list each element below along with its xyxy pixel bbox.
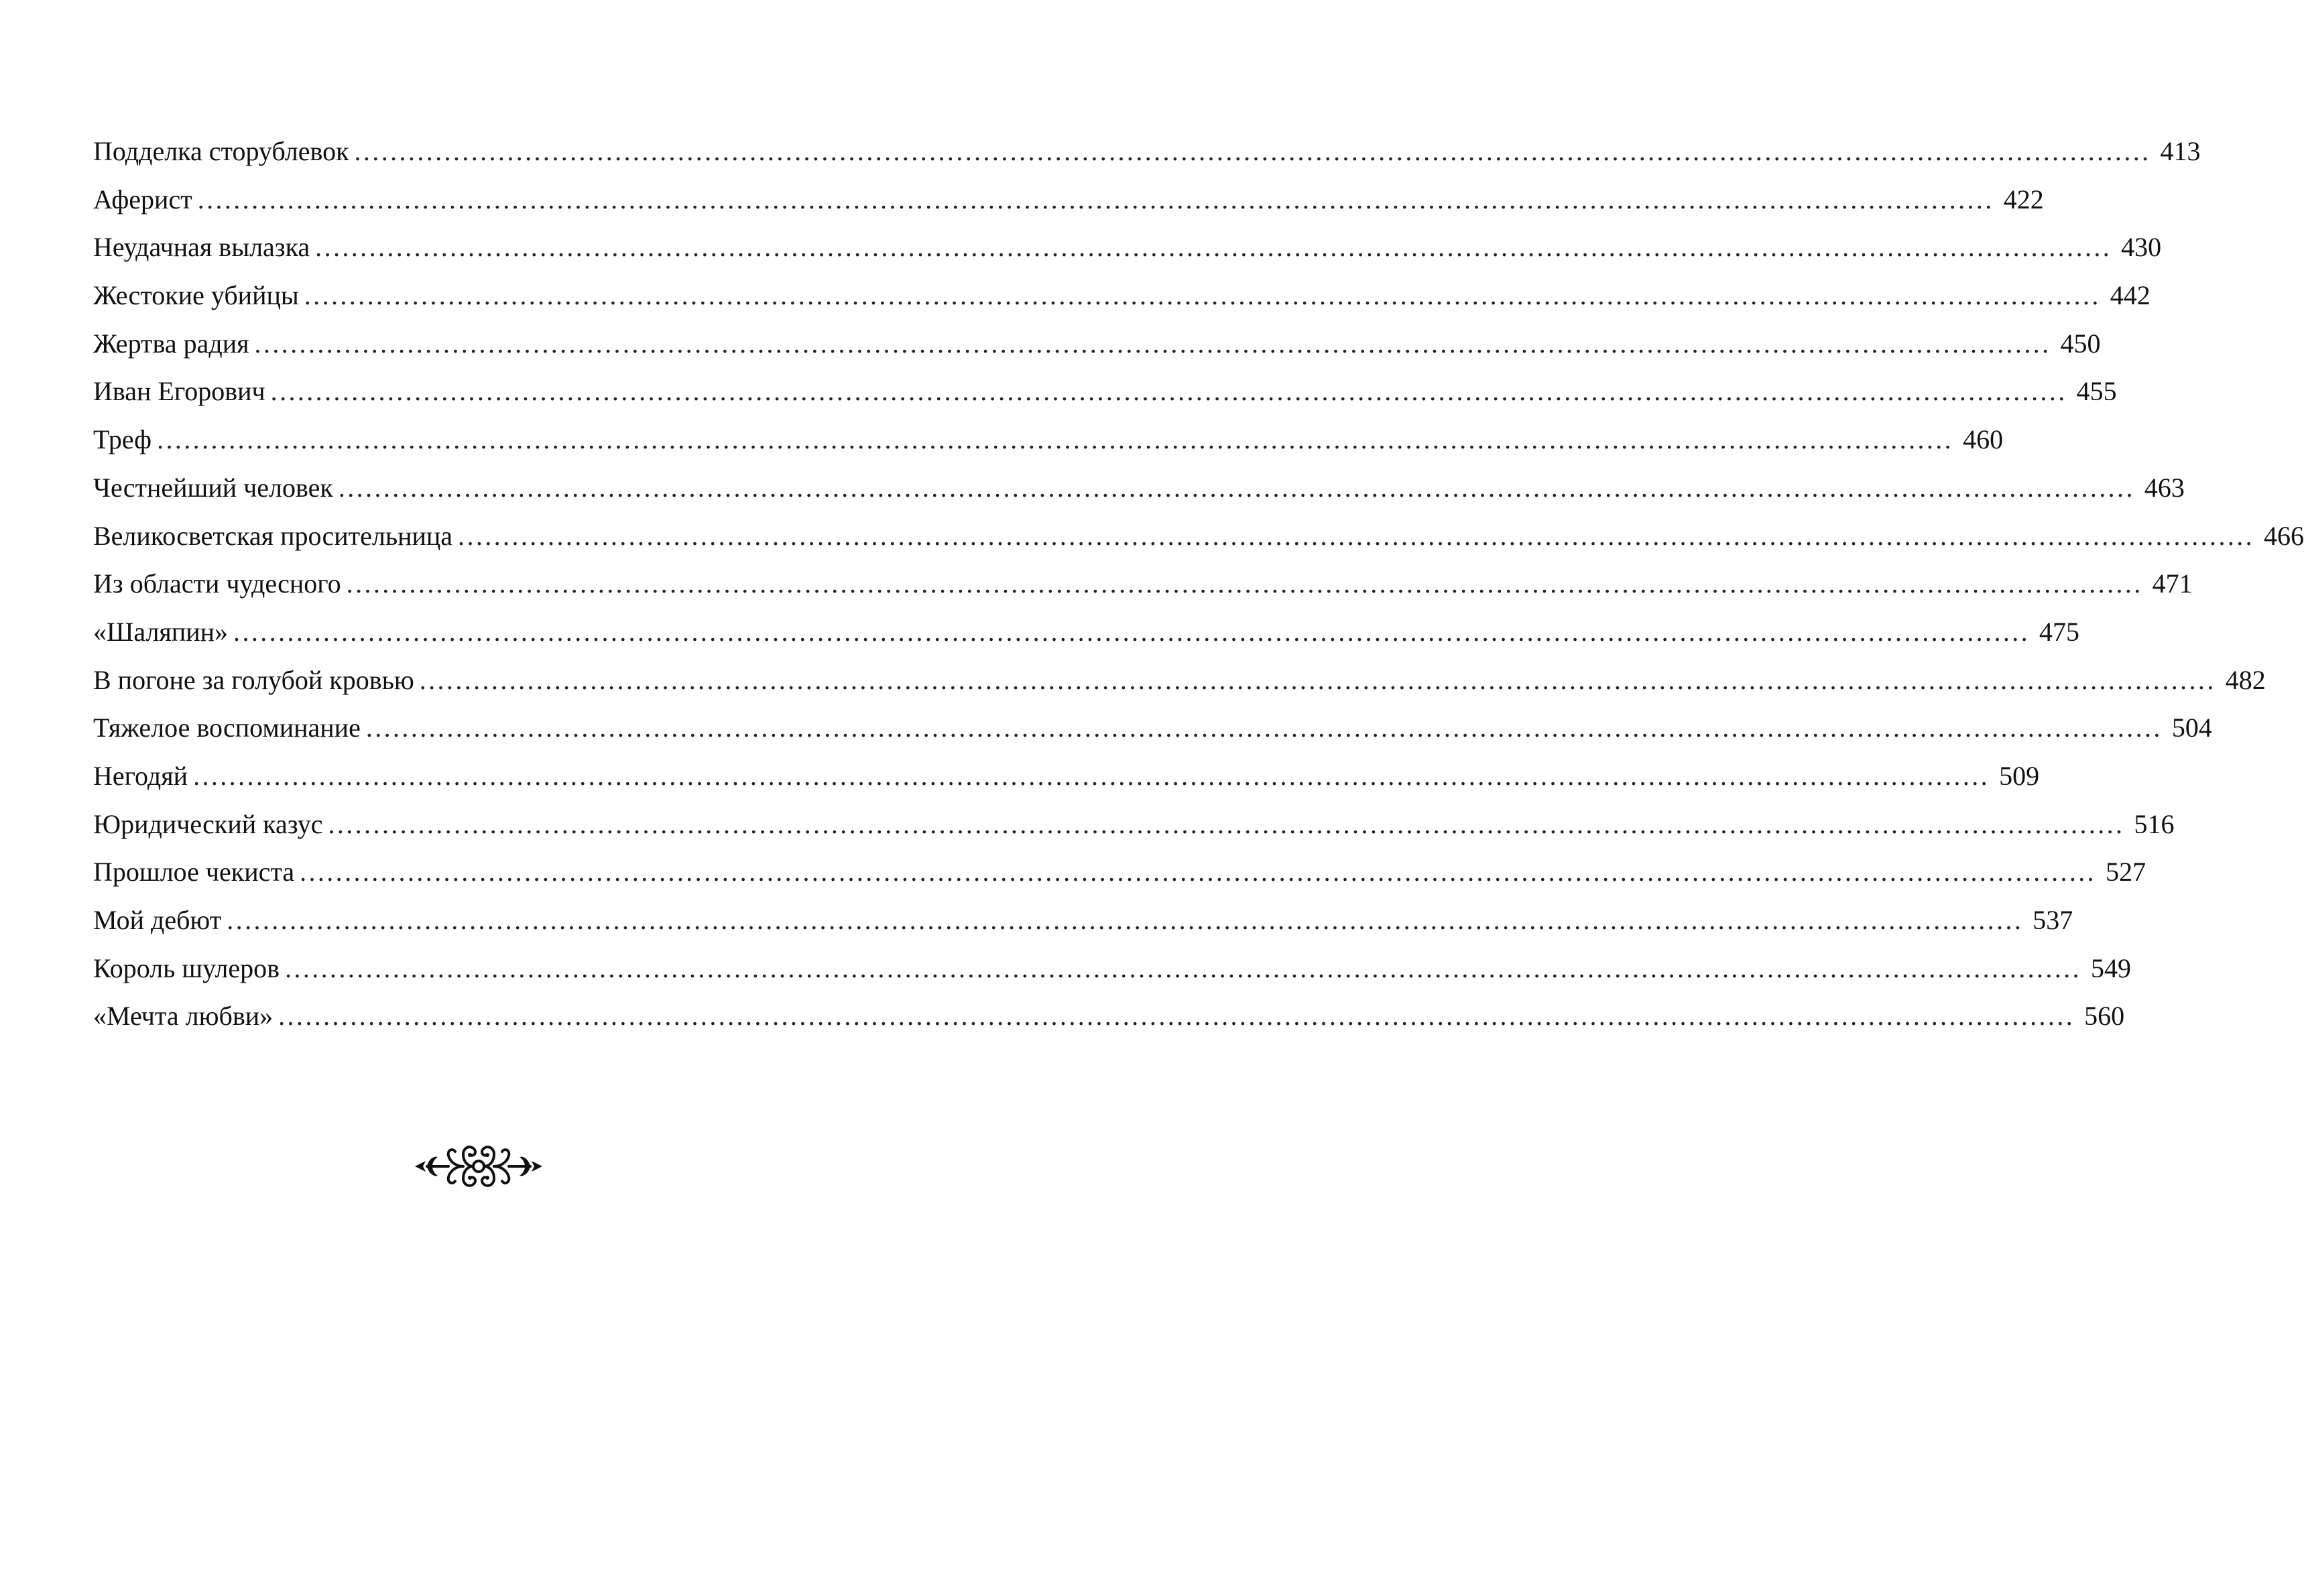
toc-entry bbox=[93, 512, 2304, 560]
toc-entry-title: Подделка сторублевок bbox=[93, 136, 349, 166]
toc-entry bbox=[93, 176, 2044, 224]
dot-leader: ........................................................................................................................................................................................................ bbox=[193, 760, 1990, 791]
toc-entry bbox=[93, 896, 2073, 944]
toc-entry-page: 422 bbox=[2003, 184, 2044, 214]
toc-entry bbox=[93, 848, 2146, 896]
toc-entry-title: Из области чудесного bbox=[93, 568, 341, 599]
dot-leader: ........................................................................................................................................................................................................ bbox=[278, 1001, 2075, 1032]
toc-entry-title: Жестокие убийцы bbox=[93, 280, 299, 311]
toc-entry bbox=[93, 944, 2132, 993]
dot-leader: ........................................................................................................................................................................................................ bbox=[419, 664, 2216, 695]
toc-entry-page: 413 bbox=[2160, 136, 2201, 166]
toc-entry-page: 471 bbox=[2152, 568, 2193, 599]
toc-entry bbox=[93, 127, 2201, 176]
dot-leader: ........................................................................................................................................................................................................ bbox=[328, 808, 2125, 839]
toc-entry-title: Тяжелое воспоминание bbox=[93, 713, 361, 743]
toc-entry-title: Неудачная вылазка bbox=[93, 232, 310, 263]
toc-entry-title: Треф bbox=[93, 424, 152, 455]
dot-leader: ........................................................................................................................................................................................................ bbox=[197, 184, 1994, 214]
toc-entry-title: Юридический казус bbox=[93, 808, 323, 839]
toc-entry-page: 482 bbox=[2225, 664, 2266, 695]
dot-leader: ........................................................................................................................................................................................................ bbox=[270, 376, 2067, 407]
toc-entry-title: Иван Егорович bbox=[93, 376, 265, 407]
toc-entry-title: Мой дебют bbox=[93, 905, 222, 935]
dot-leader: ........................................................................................................................................................................................................ bbox=[157, 424, 1954, 455]
dot-leader: ........................................................................................................................................................................................................ bbox=[458, 520, 2255, 551]
toc-entry-page: 537 bbox=[2033, 905, 2073, 935]
toc-entry-title: Король шулеров bbox=[93, 953, 280, 983]
toc-entry-title: Честнейший человек bbox=[93, 472, 333, 503]
toc-entry-title: Аферист bbox=[93, 184, 192, 214]
dot-leader: ........................................................................................................................................................................................................ bbox=[227, 905, 2024, 935]
toc-entry bbox=[93, 800, 2175, 849]
dot-leader: ........................................................................................................................................................................................................ bbox=[304, 280, 2101, 311]
toc-entry-title: «Мечта любви» bbox=[93, 1001, 274, 1032]
dot-leader: ........................................................................................................................................................................................................ bbox=[354, 136, 2151, 166]
dot-leader: ........................................................................................................................................................................................................ bbox=[285, 953, 2082, 983]
toc-entry-title: Великосветская просительница bbox=[93, 520, 453, 551]
toc-entry-page: 549 bbox=[2091, 953, 2132, 983]
toc-entry bbox=[93, 656, 2266, 704]
toc-entry-page: 430 bbox=[2121, 232, 2162, 263]
toc-entry-page: 455 bbox=[2076, 376, 2117, 407]
toc-entry-page: 527 bbox=[2106, 857, 2146, 887]
toc-entry-page: 504 bbox=[2171, 713, 2212, 743]
toc-entry-page: 463 bbox=[2144, 472, 2185, 503]
toc-entry bbox=[93, 752, 2040, 800]
toc-entry-page: 516 bbox=[2134, 808, 2175, 839]
toc-entry-title: Негодяй bbox=[93, 760, 188, 791]
toc-entry-title: В погоне за голубой кровью bbox=[93, 664, 414, 695]
dot-leader: ........................................................................................................................................................................................................ bbox=[254, 328, 2051, 359]
dot-leader: ........................................................................................................................................................................................................ bbox=[365, 713, 2163, 743]
toc-entry bbox=[93, 271, 2150, 320]
toc-entry-title: Прошлое чекиста bbox=[93, 857, 295, 887]
toc-entry bbox=[93, 704, 2212, 752]
toc-entry bbox=[93, 464, 2185, 512]
toc-entry-title: Жертва радия bbox=[93, 328, 249, 359]
toc-entry bbox=[93, 608, 2080, 656]
dot-leader: ........................................................................................................................................................................................................ bbox=[233, 616, 2030, 647]
table-of-contents bbox=[93, 127, 2304, 1040]
dot-leader: ........................................................................................................................................................................................................ bbox=[300, 857, 2097, 887]
toc-entry-page: 475 bbox=[2039, 616, 2080, 647]
dot-leader: ........................................................................................................................................................................................................ bbox=[315, 232, 2112, 263]
toc-entry-page: 450 bbox=[2060, 328, 2101, 359]
toc-entry-title: «Шаляпин» bbox=[93, 616, 229, 647]
toc-entry bbox=[93, 320, 2101, 368]
dot-leader: ........................................................................................................................................................................................................ bbox=[338, 472, 2135, 503]
toc-entry-page: 460 bbox=[1963, 424, 2004, 455]
toc-entry bbox=[93, 367, 2117, 416]
toc-entry bbox=[93, 416, 2004, 464]
ornament-flourish-icon bbox=[414, 1135, 544, 1197]
toc-entry bbox=[93, 992, 2125, 1040]
toc-entry bbox=[93, 560, 2193, 608]
toc-entry bbox=[93, 223, 2162, 271]
toc-entry-page: 509 bbox=[1999, 760, 2040, 791]
toc-entry-page: 466 bbox=[2264, 520, 2304, 551]
dot-leader: ........................................................................................................................................................................................................ bbox=[346, 568, 2143, 599]
toc-entry-page: 442 bbox=[2110, 280, 2150, 311]
toc-entry-page: 560 bbox=[2084, 1001, 2125, 1032]
